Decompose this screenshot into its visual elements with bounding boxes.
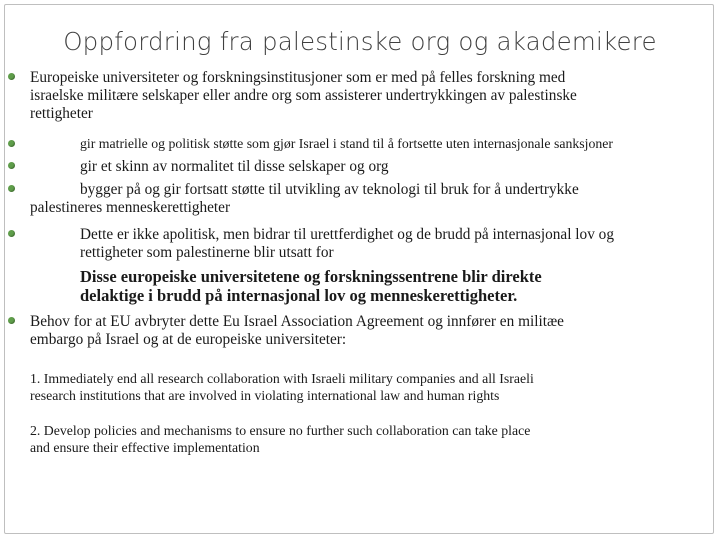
text-line: rettigheter som palestinerne blir utsatt for (80, 244, 334, 261)
text-line: Behov for at EU avbryter dette Eu Israel Association Agreement og innfører en militæe (30, 313, 564, 330)
bullet-marker (8, 140, 15, 147)
bullet-marker (8, 162, 15, 169)
demand-2 (30, 422, 530, 456)
demand-1 (30, 370, 534, 404)
text-line: Europeiske universiteter og forskningsinstitusjoner som er med på felles forskning med (30, 69, 566, 86)
text-line: research institutions that are involved in violating international law and human rights (30, 388, 500, 403)
bullet-marker (8, 230, 15, 237)
text-line: bygger på og gir fortsatt støtte til utvikling av teknologi til bruk for å undertrykke (80, 181, 579, 198)
slide-title: Oppfordring fra palestinske org og akademikere (63, 27, 657, 56)
text-line: palestineres menneskerettigheter (30, 199, 231, 216)
emphasis-statement (80, 267, 542, 305)
bullet-text-1 (30, 69, 577, 123)
bullet-marker (8, 317, 15, 324)
bullet-marker (8, 185, 15, 192)
bullet-text-3 (80, 158, 389, 176)
text-line: Disse europeiske universitetene og forskningssentrene blir direkte (80, 267, 542, 286)
bullet-text-6 (30, 313, 564, 349)
text-line: 2. Develop policies and mechanisms to ensure no further such collaboration can take place (30, 423, 531, 438)
bullet-text-2 (80, 135, 613, 152)
bullet-text-4 (30, 181, 579, 217)
text-line: gir et skinn av normalitet til disse selskaper og org (80, 158, 389, 175)
text-line: gir matrielle og politisk støtte som gjør Israel i stand til å fortsette uten internasjonale sanksjoner (80, 136, 613, 151)
bullet-text-5 (80, 226, 614, 262)
text-line: rettigheter (30, 105, 93, 122)
text-line: 1. Immediately end all research collaboration with Israeli military companies and all Israeli (30, 371, 534, 386)
text-line: israelske militære selskaper eller andre org som assisterer undertrykkingen av palestinske (30, 87, 577, 104)
text-line: delaktige i brudd på internasjonal lov og menneskerettigheter. (80, 286, 518, 305)
text-line: and ensure their effective implementation (30, 440, 260, 455)
bullet-marker (8, 73, 15, 80)
text-line: Dette er ikke apolitisk, men bidrar til urettferdighet og de brudd på internasjonal lov og (80, 226, 614, 243)
text-line: embargo på Israel og at de europeiske universiteter: (30, 331, 347, 348)
